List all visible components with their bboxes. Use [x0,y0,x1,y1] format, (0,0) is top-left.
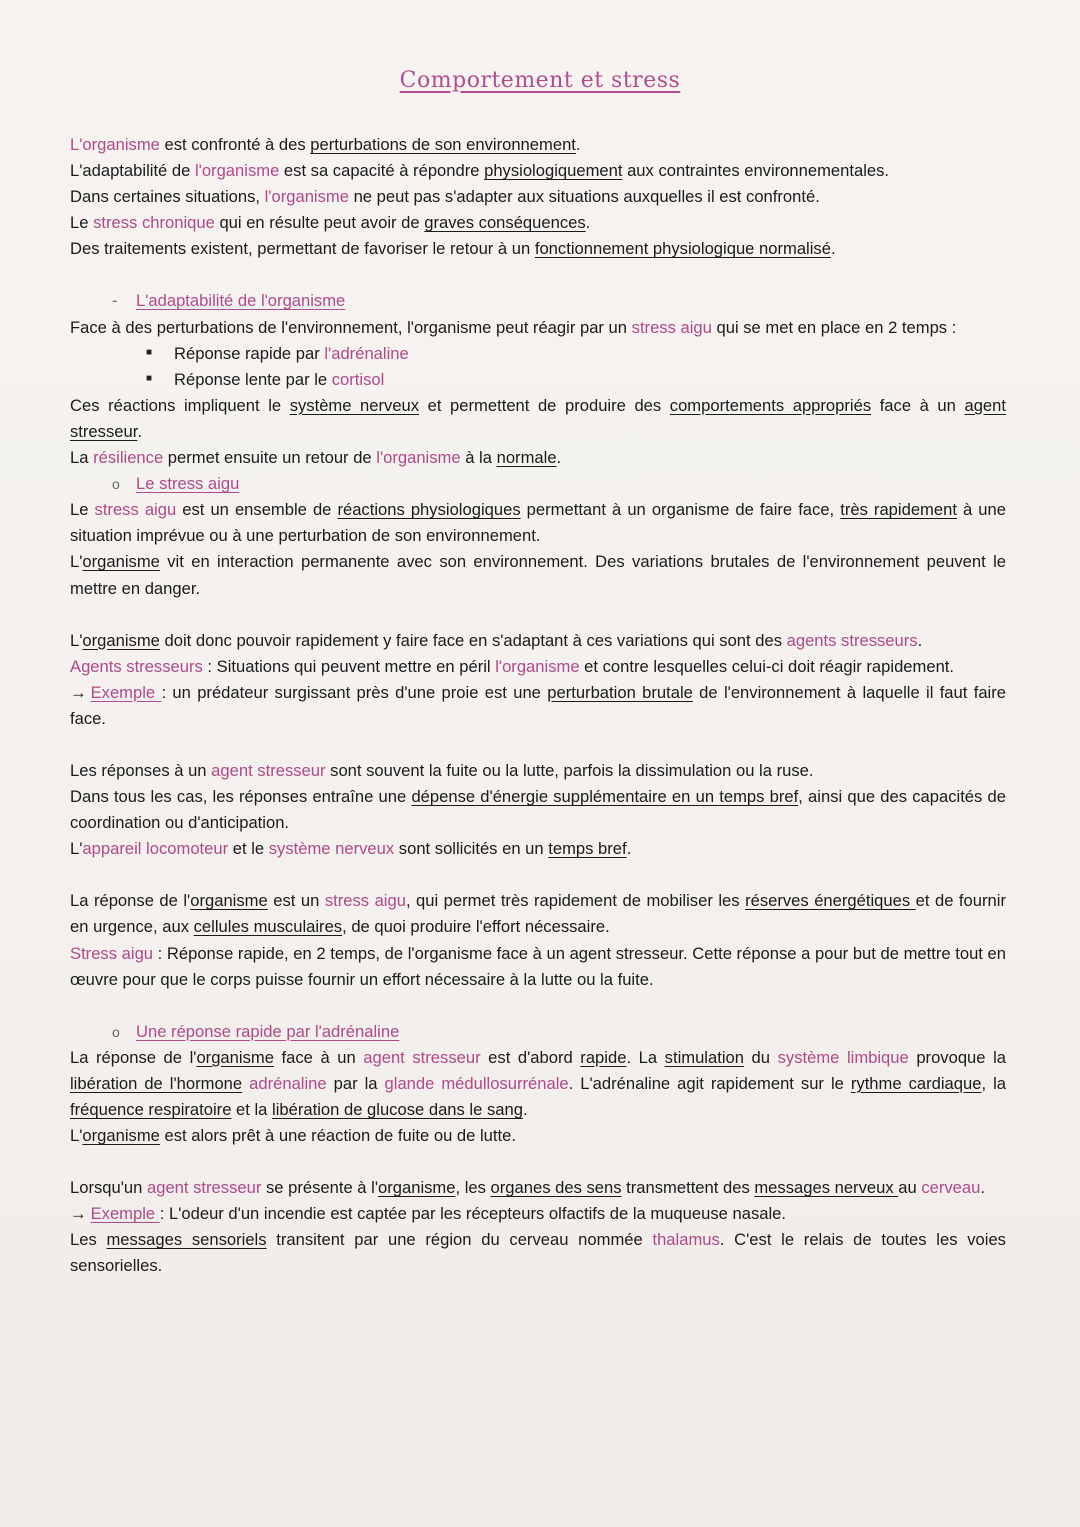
text-span: . [522,1100,528,1119]
text-span: Les [70,1230,107,1250]
text-span: permet ensuite un retour de [163,448,377,468]
text-span: est un ensemble de [176,500,338,520]
text-span: , de quoi produire l'effort nécessaire. [342,917,610,937]
text-span: l'adrénaline [324,343,409,363]
text-span: stimulation [664,1047,744,1067]
text-span: fonctionnement physiologique normalisé [534,239,831,259]
text-span: par la [326,1073,385,1093]
text-span: L'adaptabilité de [70,161,195,181]
text-span: l'organisme [376,448,461,468]
text-span: . [556,448,562,468]
s2-definition-agents [70,654,1006,680]
text-span: , les [455,1178,491,1198]
text-span: agents stresseurs [786,630,918,650]
text-span: . [830,239,836,259]
text-span: perturbation brutale [547,682,693,702]
text-span: Lorsqu'un [70,1178,147,1198]
text-span: rythme cardiaque [850,1073,982,1093]
text-span: L'organisme [70,135,160,154]
text-span: agent stresseur [363,1047,481,1067]
text-span: face à un [273,1047,364,1067]
text-span: messages nerveux [754,1178,899,1198]
text-span: stress aigu [631,317,712,337]
s3-paragraph-3 [70,1175,1006,1201]
s2-paragraph-8 [70,836,1006,862]
text-span: système nerveux [268,839,395,859]
text-span: Face à des perturbations de l'environnement, l'organisme peut réagir par un [70,317,632,337]
intro-line-5 [70,236,1006,262]
text-span: cerveau [921,1178,981,1198]
s3-example [70,1201,1006,1227]
text-span: au [898,1178,922,1198]
text-span: et la [231,1100,273,1119]
text-span: transitent par une région du cerveau nommée [266,1230,653,1250]
text-span: L' [70,839,83,859]
text-span: : L'odeur d'un incendie est captée par les récepteurs olfactifs de la muqueuse nasale. [159,1204,786,1224]
text-span: organisme [196,1047,274,1067]
s2-definition-stress-aigu [70,941,1006,993]
text-span: temps bref [548,839,627,859]
text-span: . [626,839,632,859]
text-span: est un [267,891,325,911]
intro-line-3 [70,184,1006,210]
text-span: glande médullosurrénale [384,1073,569,1093]
text-span: Agents stresseurs [70,656,203,676]
text-span: stress aigu [94,500,177,520]
intro-line-1 [70,132,1006,158]
text-span: Ces réactions impliquent le [70,395,290,415]
text-span: organisme [190,891,268,911]
text-span: très rapidement [840,500,957,520]
text-span: aux contraintes environnementales. [622,161,890,181]
text-span: organes des sens [490,1178,622,1198]
text-span: La réponse de l' [70,1047,197,1067]
text-span: organisme [82,552,160,572]
text-span: Stress aigu [70,943,154,963]
text-span: qui se met en place en 2 temps : [711,317,957,337]
text-span: thalamus [652,1230,720,1250]
text-span: du [743,1047,778,1067]
text-span: de l'environnement à laquelle il faut faire face. [70,682,1006,728]
s3-paragraph-2 [70,1123,1006,1149]
text-span: cellules musculaires [193,917,343,937]
text-span: organisme [378,1178,456,1198]
arrow-right-icon: → [70,1204,87,1224]
s3-paragraph-5 [70,1227,1006,1279]
text-span: résilience [93,448,164,468]
text-span: Exemple [90,682,162,702]
text-span: face à un [871,395,965,415]
section-heading-adrenaline [70,1019,1006,1045]
intro-line-4 [70,210,1006,236]
text-span: sont souvent la fuite ou la lutte, parfois la dissimulation ou la ruse. [325,760,814,780]
text-span: est sa capacité à répondre [279,161,485,181]
text-span: est d'abord [480,1047,581,1067]
text-span: Des traitements existent, permettant de favoriser le retour à un [70,239,535,259]
text-span: ne peut pas s'adapter aux situations auxquelles il est confronté. [348,187,820,207]
text-span: et le [228,839,269,859]
text-span: perturbations de son environnement [310,135,576,154]
text-span: sont sollicités en un [394,839,549,859]
s2-example-1 [70,680,1006,732]
document-body [70,132,1006,1280]
text-span: . C'est le relais de toutes les voies sensorielles. [70,1230,1006,1276]
s1-paragraph-3 [70,445,1006,471]
text-span: fréquence respiratoire [70,1100,232,1119]
text-span: Dans certaines situations, [70,187,265,207]
text-span: réserves énergétiques [745,891,916,911]
text-span: provoque la [908,1047,1006,1067]
text-span: comportements appropriés [669,395,872,415]
text-span: réactions physiologiques [337,500,521,520]
s1-paragraph-1 [70,315,1006,341]
text-span: transmettent des [621,1178,755,1198]
text-span: organisme [82,630,160,650]
text-span: physiologiquement [484,161,623,181]
text-span: . [980,1178,985,1198]
section-heading-adaptabilite [70,288,1006,314]
text-span: Les réponses à un [70,760,212,780]
text-span: agent stresseur [146,1178,262,1198]
text-span: à la [460,448,497,468]
text-span: L'adaptabilité de l'organisme [136,291,346,311]
s2-paragraph-6 [70,758,1006,784]
text-span: cortisol [331,369,385,389]
text-span: doit donc pouvoir rapidement y faire face en s'adaptant à ces variations qui sont des [159,630,787,650]
text-span: . [137,421,142,441]
text-span: . La [626,1047,665,1067]
text-span: messages sensoriels [106,1230,267,1250]
text-span: L' [70,1126,83,1146]
text-span: stress chronique [93,213,215,233]
text-span: , ainsi que des capacités de coordination ou d'anticipation. [70,787,1006,833]
s2-paragraph-7 [70,784,1006,836]
s1-paragraph-2 [70,393,1006,445]
text-span: Le [70,213,94,233]
text-span: et de fournir en urgence, aux [70,891,1006,937]
text-span: . [585,213,591,233]
text-span: système limbique [777,1047,909,1067]
text-span: appareil locomoteur [82,839,229,859]
text-span: se présente à l' [261,1178,378,1198]
text-span: L' [70,630,83,650]
text-span: : Situations qui peuvent mettre en péril [202,656,496,676]
text-span: Exemple [90,1204,160,1224]
page-title [0,68,1080,93]
text-span: Le stress aigu [136,474,240,494]
text-span: et contre lesquelles celui-ci doit réagir rapidement. [579,656,955,676]
text-span: qui en résulte peut avoir de [214,213,425,233]
text-span: Une réponse rapide par l'adrénaline [136,1021,400,1041]
text-span: l'organisme [264,187,349,207]
text-span: agent stresseur [211,760,326,780]
text-span: libération de l'hormone [70,1073,243,1093]
text-span: , la [981,1073,1006,1093]
text-span: : Réponse rapide, en 2 temps, de l'organisme face à un agent stresseur. Cette réponse a pour but de mettre tout en œuvre pour que le corps puisse fournir un effort nécessaire à la lutte ou la fuite. [70,943,1007,989]
text-span: Dans tous les cas, les réponses entraîne une [70,787,412,807]
text-span: , qui permet très rapidement de mobiliser les [405,891,746,911]
text-span: . [917,630,923,650]
s3-paragraph-1 [70,1045,1006,1123]
text-span: . [575,135,581,154]
text-span: et permettent de produire des [419,395,670,415]
s2-paragraph-3 [70,628,1006,654]
text-span: La [70,448,94,468]
list-item [174,367,1006,393]
text-span: La réponse de l' [70,891,191,911]
s2-paragraph-9 [70,888,1006,940]
text-span: Réponse lente par le [174,369,332,389]
text-span: . L'adrénaline agit rapidement sur le [568,1073,851,1093]
text-span: dépense d'énergie supplémentaire en un temps bref [411,787,799,807]
text-span: système nerveux [289,395,420,415]
text-span: vit en interaction permanente avec son environnement. Des variations brutales de l'environnement peuvent le mettre en danger. [70,552,1006,598]
text-span: agent stresseur [70,395,1006,441]
text-span: normale [496,448,557,468]
s2-paragraph-1 [70,497,1006,549]
text-span: Réponse rapide par [174,343,325,363]
arrow-right-icon: → [70,682,87,702]
s1-bullet-list [70,341,1006,393]
intro-line-2 [70,158,1006,184]
text-span: l'organisme [495,656,580,676]
text-span: : un prédateur surgissant près d'une proie est une [161,682,548,702]
text-span: est alors prêt à une réaction de fuite ou de lutte. [159,1126,516,1146]
text-span: graves conséquences [424,213,586,233]
text-span: permettant à un organisme de faire face, [520,500,841,520]
text-span: est confronté à des [159,135,311,154]
text-span: rapide [580,1047,627,1067]
text-span: Comportement et stress [399,68,681,93]
text-span: adrénaline [249,1073,327,1093]
text-span: stress aigu [324,891,406,911]
list-item [174,341,1006,367]
text-span: L' [70,552,83,572]
text-span: l'organisme [194,161,280,181]
text-span: organisme [82,1126,160,1146]
text-span: à une situation imprévue ou à une perturbation de son environnement. [70,500,1006,546]
s2-paragraph-2 [70,549,1006,601]
section-heading-stress-aigu [70,471,1006,497]
text-span: libération de glucose dans le sang [272,1100,523,1119]
text-span: Le [70,500,95,520]
